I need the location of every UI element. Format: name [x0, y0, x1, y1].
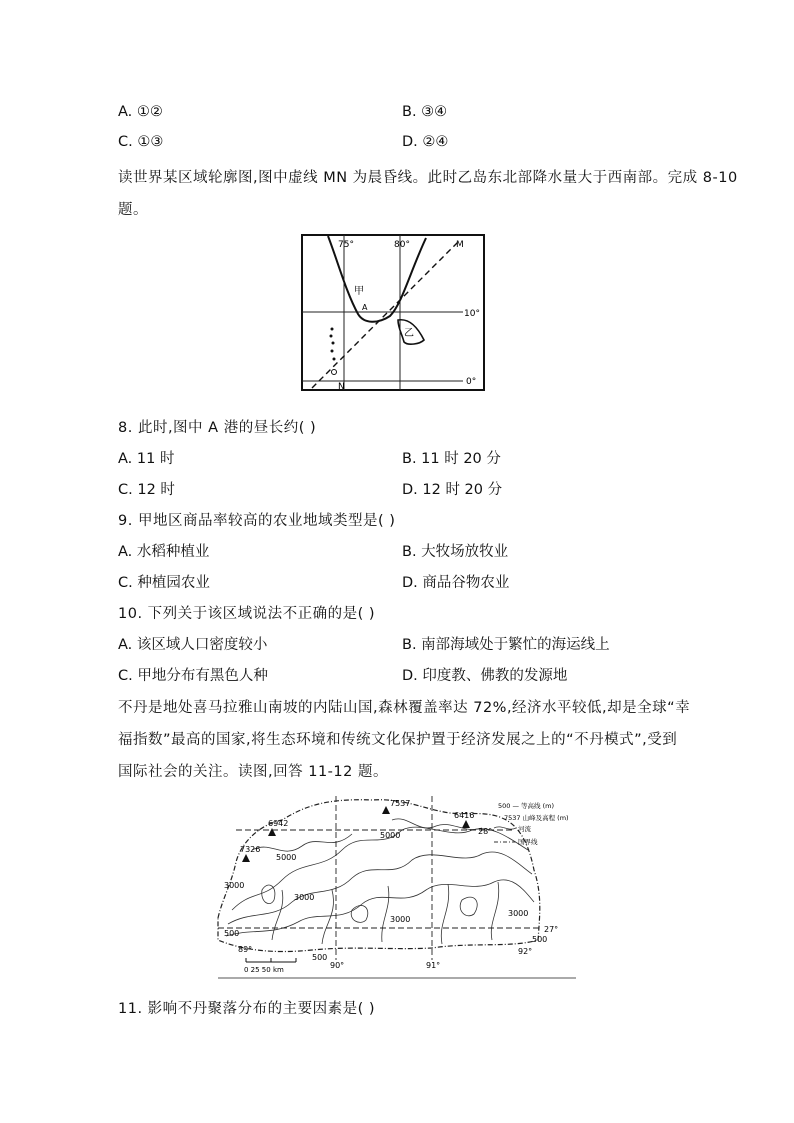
q9-option-b: B. 大牧场放牧业: [402, 544, 509, 560]
legend-border: 国界线: [518, 838, 538, 846]
lon-91: 91°: [426, 961, 441, 970]
map1-label-jia: 甲: [354, 286, 364, 297]
peak-6942: 6942: [268, 819, 289, 828]
lon-89: 89°: [238, 945, 253, 954]
contour-label-9: 500: [532, 935, 548, 944]
q11-stem: 11. 影响不丹聚落分布的主要因素是( ): [118, 1001, 376, 1017]
map1-lon-80: 80°: [394, 240, 410, 250]
q9-option-d: D. 商品谷物农业: [402, 575, 510, 591]
q10-option-d: D. 印度教、佛教的发源地: [402, 668, 568, 684]
region-outline-map: [298, 232, 488, 394]
q8-option-a: A. 11 时: [118, 451, 175, 467]
contour-label-7: 500: [224, 929, 240, 938]
scale-bar: 0 25 50 km: [244, 966, 284, 974]
intro-11-12-line2: 福指数”最高的国家,将生态环境和传统文化保护置于经济发展之上的“不丹模式”,受到: [118, 732, 678, 748]
q8-stem: 8. 此时,图中 A 港的昼长约( ): [118, 420, 317, 436]
contour-label-8: 500: [312, 953, 328, 962]
lon-92: 92°: [518, 947, 533, 956]
bhutan-topographic-map: [212, 790, 582, 982]
contour-label-3: 3000: [224, 881, 245, 890]
q10-option-c: C. 甲地分布有黑色人种: [118, 668, 268, 684]
q10-stem: 10. 下列关于该区域说法不正确的是( ): [118, 606, 376, 622]
contour-label-4: 3000: [294, 893, 315, 902]
intro-8-10-line1: 读世界某区域轮廓图,图中虚线 MN 为晨昏线。此时乙岛东北部降水量大于西南部。完成 8-10: [118, 170, 738, 186]
map1-lon-75: 75°: [338, 240, 354, 250]
legend-contour: 500 — 等高线 (m): [498, 802, 555, 810]
legend-peak: 7537 山峰及高程 (m): [504, 814, 569, 822]
map1-label-a: A: [362, 303, 368, 312]
contour-label-2: 5000: [276, 853, 297, 862]
contour-label-1: 5000: [380, 831, 401, 840]
intro-11-12-line1: 不丹是地处喜马拉雅山南坡的内陆山国,森林覆盖率达 72%,经济水平较低,却是全球“幸: [118, 700, 691, 716]
q9-stem: 9. 甲地区商品率较高的农业地域类型是( ): [118, 513, 396, 529]
q8-option-c: C. 12 时: [118, 482, 175, 498]
q7-option-c: C. ①③: [118, 134, 164, 150]
contour-label-6: 3000: [508, 909, 529, 918]
q9-option-c: C. 种植园农业: [118, 575, 210, 591]
q10-option-a: A. 该区域人口密度较小: [118, 637, 268, 653]
intro-11-12-line3: 国际社会的关注。读图,回答 11-12 题。: [118, 764, 388, 780]
q10-option-b: B. 南部海域处于繁忙的海运线上: [402, 637, 610, 653]
q8-option-d: D. 12 时 20 分: [402, 482, 503, 498]
map1-label-yi: 乙: [404, 328, 414, 339]
map1-lat-0: 0°: [466, 377, 477, 387]
map1-label-m: M: [456, 240, 464, 250]
lat-28: 28°: [478, 827, 493, 836]
q7-option-a: A. ①②: [118, 104, 163, 120]
peak-7537: 7537: [390, 799, 411, 808]
q7-option-d: D. ②④: [402, 134, 449, 150]
peak-7326: 7326: [240, 845, 261, 854]
q9-option-a: A. 水稻种植业: [118, 544, 210, 560]
intro-8-10-line2: 题。: [118, 202, 148, 218]
map1-lat-10: 10°: [464, 309, 480, 319]
q8-option-b: B. 11 时 20 分: [402, 451, 501, 467]
lat-27: 27°: [544, 925, 559, 934]
legend-river: 河流: [518, 825, 531, 833]
contour-label-5: 3000: [390, 915, 411, 924]
peak-6416: 6416: [454, 811, 475, 820]
q7-option-b: B. ③④: [402, 104, 448, 120]
lon-90: 90°: [330, 961, 345, 970]
map1-label-n: N: [338, 382, 345, 392]
